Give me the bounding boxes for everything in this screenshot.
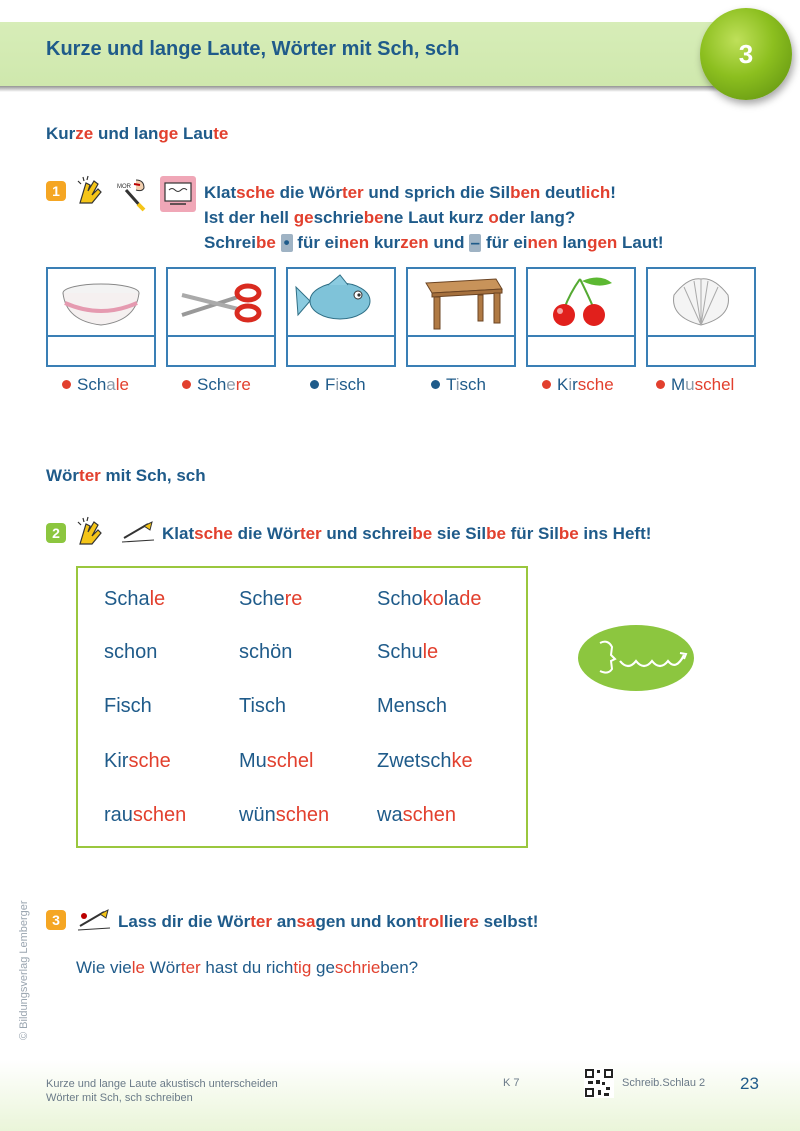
word-list-box	[76, 566, 528, 848]
page-title: Kurze und lange Laute, Wörter mit Sch, sch	[46, 38, 460, 60]
clap-icon	[76, 516, 106, 548]
word-item: rauschen	[104, 804, 187, 826]
word-item: Schale	[104, 588, 166, 610]
clap-icon	[76, 175, 106, 207]
task-number-3: 3	[46, 910, 66, 930]
picture-cherries	[526, 267, 636, 337]
task3-question: Wie viele Wörter hast du richtig geschrieben?	[76, 958, 419, 977]
answer-box-fish[interactable]	[286, 337, 396, 367]
word-item: Schule	[377, 641, 439, 663]
word-label: Schale	[62, 375, 129, 395]
word-label: Fisch	[310, 375, 366, 395]
vowel-dot	[542, 380, 551, 389]
vowel-dot	[310, 380, 319, 389]
task3-instruction: Lass dir die Wörter ansagen und kontrolliere selbst!	[118, 912, 539, 931]
section-title-sch: Wörter mit Sch, sch	[46, 466, 206, 485]
task2-instruction: Klatsche die Wörter und schreibe sie Silbe für Silbe ins Heft!	[162, 524, 652, 543]
answer-box-shell[interactable]	[646, 337, 756, 367]
word-label: Tisch	[431, 375, 486, 395]
task1-line1: Klatsche die Wörter und sprich die Silben deutlich!	[204, 183, 616, 202]
picture-table	[406, 267, 516, 337]
word-item: Schere	[239, 588, 303, 610]
footer-brand: Schreib.Schlau 2	[622, 1077, 706, 1089]
answer-box-cherries[interactable]	[526, 337, 636, 367]
long-vowel-marker: –	[470, 233, 480, 252]
word-item: Zwetschke	[377, 750, 473, 772]
word-item: wünschen	[239, 804, 330, 826]
speak-syllables-icon	[578, 625, 694, 691]
listen-board-icon	[160, 176, 196, 212]
qr-code-icon[interactable]	[584, 1068, 614, 1098]
write-icon	[76, 908, 112, 932]
short-vowel-marker: •	[281, 234, 293, 252]
task-number-1: 1	[46, 181, 66, 201]
chapter-header	[0, 0, 800, 96]
word-label: Schere	[182, 375, 251, 395]
section-title-short-long: Kurze und lange Laute	[46, 124, 229, 143]
speak-icon	[116, 176, 150, 212]
picture-fish	[286, 267, 396, 337]
footer-reference: K 7	[503, 1077, 520, 1089]
vowel-dot	[62, 380, 71, 389]
footer-learning-goals: Kurze und lange Laute akustisch unterscheiden Wörter mit Sch, sch schreiben	[46, 1078, 278, 1104]
word-item: Muschel	[239, 750, 314, 772]
task1-line3: Schreibe • für einen kurzen und – für einen langen Laut!	[204, 233, 664, 252]
answer-box-table[interactable]	[406, 337, 516, 367]
word-item: Schokolade	[377, 588, 482, 610]
side-copyright: © Bildungsverlag Lemberger	[18, 900, 30, 1040]
word-item: schön	[239, 641, 293, 663]
write-icon	[120, 520, 156, 544]
word-item: Kirsche	[104, 750, 171, 772]
vowel-dot	[182, 380, 191, 389]
picture-scissors	[166, 267, 276, 337]
word-item: waschen	[377, 804, 456, 826]
task1-line2: Ist der hell geschriebene Laut kurz oder lang?	[204, 208, 576, 227]
svg-text:MOR: MOR	[117, 184, 131, 190]
vowel-dot	[656, 380, 665, 389]
word-item: Tisch	[239, 695, 287, 717]
chapter-number-badge: 3	[700, 8, 792, 100]
vowel-dot	[431, 380, 440, 389]
answer-box-scissors[interactable]	[166, 337, 276, 367]
word-label: Kirsche	[542, 375, 614, 395]
word-item: schon	[104, 641, 158, 663]
task-number-2: 2	[46, 523, 66, 543]
picture-shell	[646, 267, 756, 337]
word-item: Fisch	[104, 695, 152, 717]
picture-bowl	[46, 267, 156, 337]
answer-box-bowl[interactable]	[46, 337, 156, 367]
word-item: Mensch	[377, 695, 448, 717]
page-number: 23	[740, 1074, 759, 1093]
word-label: Muschel	[656, 375, 734, 395]
